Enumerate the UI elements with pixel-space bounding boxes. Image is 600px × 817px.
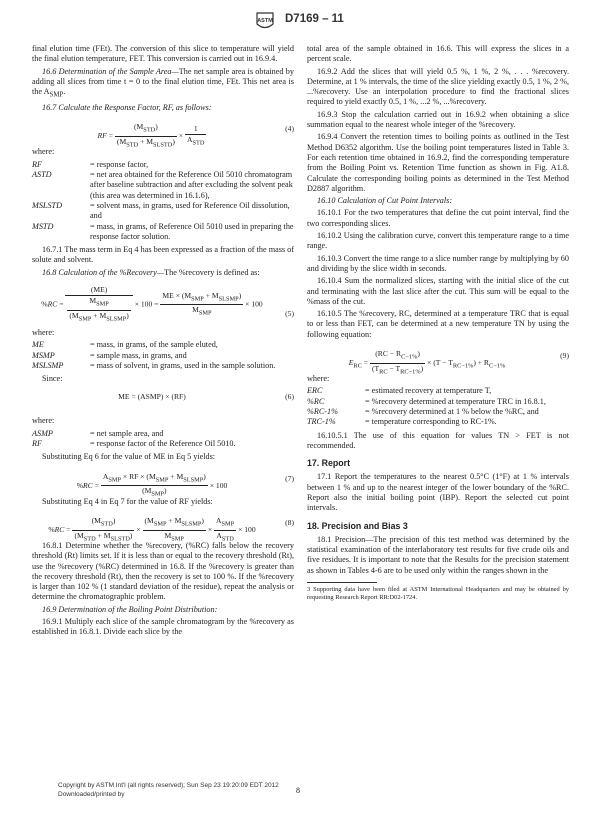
paragraph: 16.10.2 Using the calibration curve, convert this temperature range to a time range.: [307, 231, 569, 251]
definitions-table: ME = mass, in grams, of the sample eluted, MSMP = sample mass, in grams, and MSLSMP = mass of solvent, in grams, used in the sample solution.: [32, 340, 276, 370]
left-column: [32, 44, 294, 640]
section-heading: 18. Precision and Bias 3: [307, 520, 408, 531]
equation-number: (4): [285, 124, 294, 134]
astm-logo-icon: [255, 12, 275, 30]
equation-number: (5): [285, 308, 294, 318]
definitions-table: RF = response factor, ASTD = net area obtained for the Reference Oil 5010 chromatogram after baseline subtraction and after excluding the solvent peak (this area was determined in 16.1.6), MSLSTD = solvent mass, in grams, used for Reference Oil dissolution, and MSTD = mass, in grams, of Reference Oil 5010 used in preparing the response factor solution.: [32, 159, 294, 241]
paragraph: Substituting Eq 4 in Eq 7 for the value of RF yields:: [42, 496, 213, 506]
equation-8: %RC = $\frac{(M_{STD})}{(M_{STD} + M_{SLSTD})}$ × $\frac{(M_{SMP} + M_{SLSMP})}{M_{SMP}}$ × $\frac{A_{SMP}}{A_{STD}}$ × 100 (8): [48, 515, 294, 543]
paragraph: 16.10.1 For the two temperatures that define the cut point interval, find the two corresponding slices.: [307, 208, 569, 228]
where-label: where:: [32, 327, 55, 337]
paragraph: Since:: [42, 374, 63, 384]
paragraph: total area of the sample obtained in 16.6. This will express the slices in a percent scale.: [307, 44, 569, 64]
definitions-table: ERC = estimated recovery at temperature T, %RC = %recovery determined at temperature TRC in 16.8.1, %RC-1% = %recovery determined at 1 % below the %RC, and TRC-1% = temperature corresponding to RC-1%.: [307, 386, 546, 427]
equation-5: %RC = $\frac{(ME)}{\frac{M_{SMP}}{(M_{SMP} + M_{SLSMP})}}$ × 100 = $\frac{ME \times (M_{SMP} + M_{SLSMP})}{M_{SMP}}$ × 100 (5): [41, 284, 294, 323]
equation-number: (6): [285, 392, 294, 402]
paragraph: 16.9 Determination of the Boiling Point Distribution:: [42, 604, 218, 614]
paragraph: 17.1 Report the temperatures to the nearest 0.5°C (1°F) at 1 % intervals between 1 % and up to the nearest integer of the lower boundary of the %RC. Report also the initial boiling point (IBP). Report the selected cut point intervals.: [307, 472, 569, 513]
paragraph: 16.7 Calculate the Response Factor, RF, as follows:: [42, 103, 212, 113]
paragraph: 16.6 Determination of the Sample Area—The net sample area is obtained by adding all slices from time t = 0 to the final elution time, FEt. This net area is the $A_{SMP}$.: [32, 66, 294, 99]
definitions-table: ASMP = net sample area, and RF = response factor of the Reference Oil 5010.: [32, 428, 236, 449]
page-header: [0, 10, 600, 32]
equation-number: (8): [285, 517, 294, 527]
paragraph: 16.10 Calculation of Cut Point Intervals:: [317, 196, 453, 206]
equation-4: RF = $\frac{(M_{STD})}{(M_{STD} + M_{SLSTD})}$ × $\frac{1}{A_{STD}}$ (4): [97, 122, 294, 149]
paragraph: 16.9.3 Stop the calculation carried out in 16.9.2 when obtaining a slice summation equal to the nearest whole integer of the %recovery.: [307, 109, 569, 130]
paragraph: final elution time (FEt). The conversion of this slice to temperature will yield the final elution temperature, FET. This conversion is carried out in 16.9.4.: [32, 44, 294, 64]
where-label: where:: [307, 374, 330, 384]
doc-id: D7169 – 11: [285, 13, 344, 25]
equation-9: $E_{RC}$ = $\frac{(RC - R_{C-1\%})}{(T_{RC} - T_{RC-1\%})}$ × $(T - T_{RC-1\%}) + R_{C-1\%}$ (9): [348, 349, 569, 376]
logo-text: ASTM: [257, 18, 273, 24]
paragraph: Substituting Eq 6 for the value of ME in Eq 5 yields:: [42, 452, 216, 462]
where-label: where:: [32, 416, 55, 426]
paragraph: 16.10.4 Sum the normalized slices, starting with the initial slice of the cut and terminating with the last slice after the cut. This sum will be equal to the %mass of the cut.: [307, 276, 569, 306]
paragraph: 16.10.3 Convert the time range to a slice number range by multiplying by 60 and dividing by the slice width in seconds.: [307, 253, 569, 273]
paragraph: 16.7.1 The mass term in Eq 4 has been expressed as a fraction of the mass of solute and solvent.: [32, 245, 294, 265]
where-label: where:: [32, 147, 55, 157]
section-heading: 17. Report: [307, 458, 351, 469]
footnote-rule: [307, 582, 377, 583]
paragraph: 16.9.1 Multiply each slice of the sample chromatogram by the %recovery as established in 16.8.1. Divide each slice by the: [32, 617, 294, 637]
paragraph: 16.10.5 The %recovery, RC, determined at a temperature TRC that is equal to or less than FET, can be determined at a new temperature TN by using the following equation:: [307, 309, 569, 339]
paragraph: 16.8 Calculation of the %Recovery—The %recovery is defined as:: [42, 267, 260, 277]
paragraph: 16.10.5.1 The use of this equation for values TN > FET is not recommended.: [307, 430, 569, 450]
right-column: [307, 44, 569, 604]
paragraph: 16.9.2 Add the slices that will yield 0.5 %, 1 %, 2 %, . . . %recovery. Determine, at 1 % intervals, the time of the slice yielding exactly 0.5, 1 %, 2 %, ...%recovery. Use an interpolation procedure to find the fractional slices required to yield exactly 0.5, 1 %, ...2 %, ...%recovery.: [307, 66, 569, 107]
copyright-footer: Copyright by ASTM Int'l (all rights reserved); Sun Sep 23 19:20:09 EDT 2012 Downloaded/printed by: [58, 782, 279, 798]
paragraph: 16.9.4 Convert the retention times to boiling points as outlined in the Test Method D6352 algorithm. Use the boiling point temperatures listed in Table 3. For each retention time obtained in 16.9.2, find the corresponding temperature from the Boiling Point vs. Retention Time function as shown in Fig. A1.8. Calculate the corresponding boiling points as determined in the Test Method D2887 algorithm.: [307, 132, 569, 193]
footnote: 3 Supporting data have been filed at ASTM International Headquarters and may be obtained by requesting Research Report RR:D02-1724.: [307, 586, 569, 602]
page-number: 8: [296, 786, 300, 795]
equation-7: %RC = $\frac{A_{SMP} \times RF \times (M_{SMP} + M_{SLSMP})}{(M_{SMP})}$ × 100 (7): [76, 471, 294, 498]
equation-6: ME = (ASMP) × (RF) (6): [118, 392, 294, 402]
paragraph: 18.1 Precision—The precision of this test method was determined by the statistical examination of the interlaboratory test results for five crude oils and five residues. It is important to note that the Results for the precision statement as shown in Tables 4-6 are to be used only within the ranges shown in the: [307, 534, 569, 575]
equation-number: (7): [285, 473, 294, 483]
equation-number: (9): [560, 351, 569, 361]
paragraph: 16.8.1 Determine whether the %recovery, (%RC) falls below the recovery threshold (Rt) limits set. If it is less than or equal to the recovery threshold (Rt), use the %recovery (%RC) determined in 16.8. If the %recovery is greater than the recovery threshold (Rt), then the recovery is set to 100 %. If the %recovery is larger than 102 % (1 standard deviation of the residue), repeat the analysis or determine the chromatographic problem.: [32, 540, 294, 602]
